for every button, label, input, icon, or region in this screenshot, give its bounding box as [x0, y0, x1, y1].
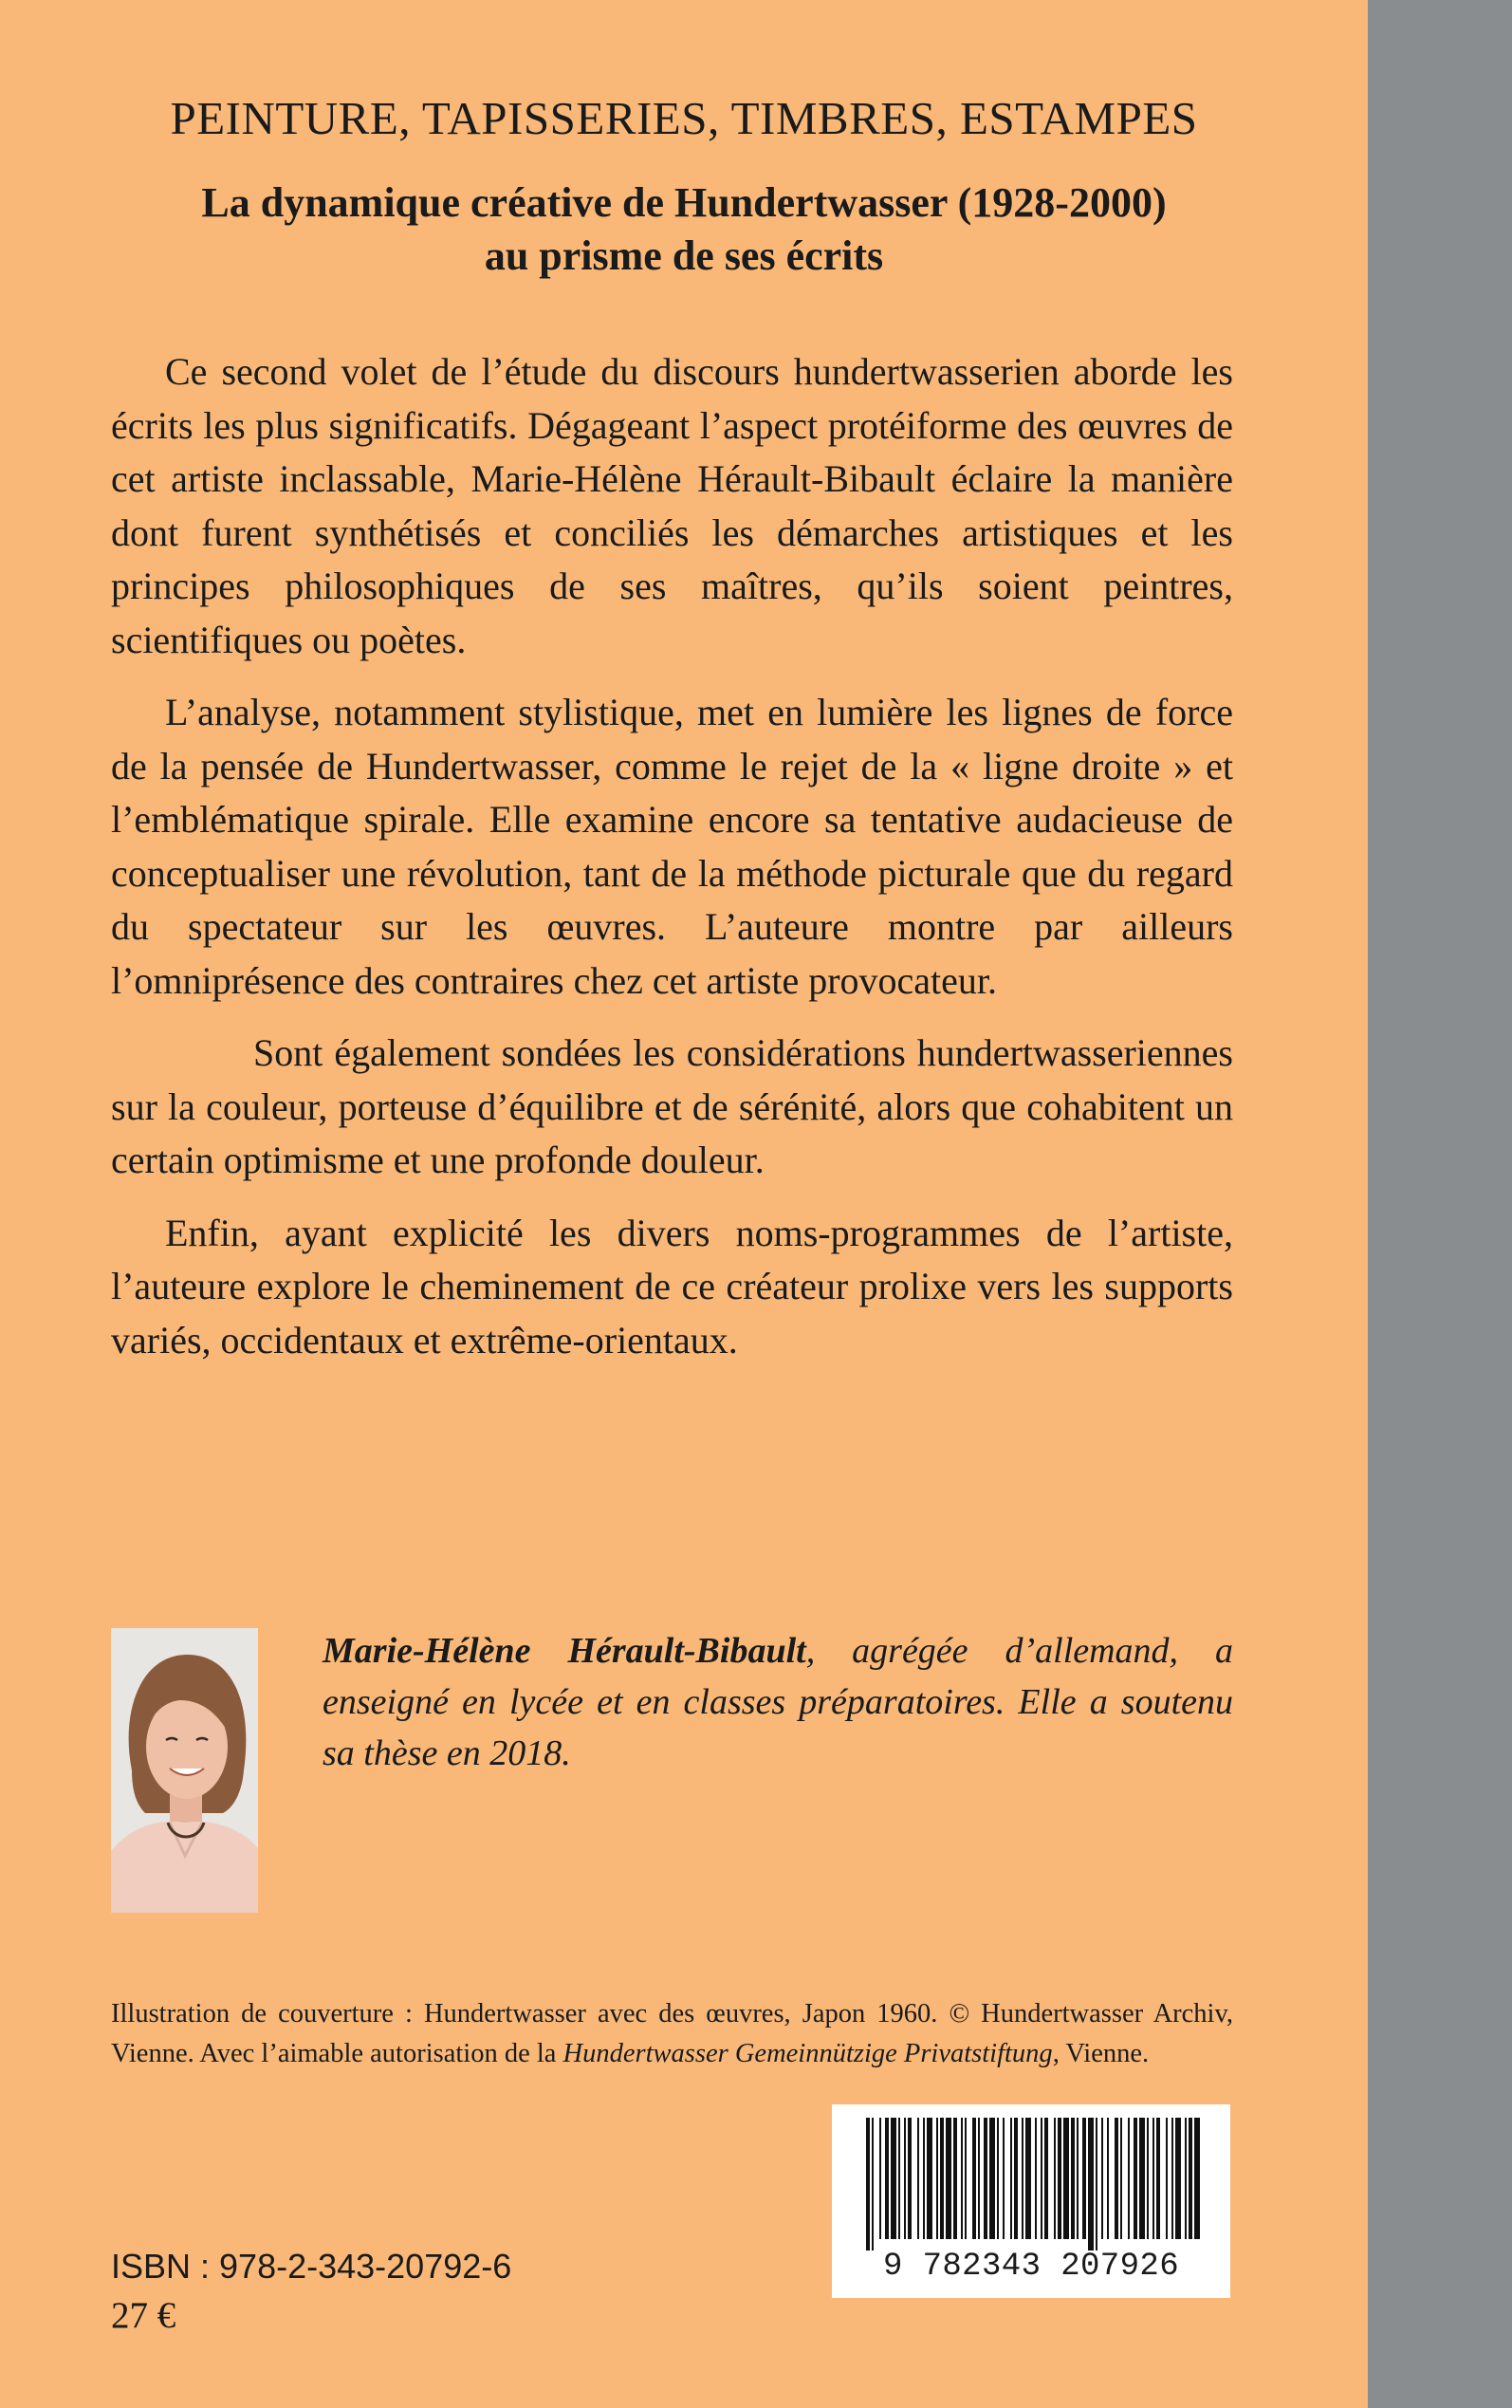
barcode-bar — [946, 2118, 951, 2239]
barcode-bar — [927, 2118, 932, 2239]
book-title: PEINTURE, TAPISSERIES, TIMBRES, ESTAMPES — [170, 92, 1198, 144]
author-name: Marie-Hélène Hérault-Bibault — [323, 1631, 806, 1671]
barcode-bar — [972, 2118, 976, 2239]
barcode-bar — [1044, 2118, 1048, 2239]
book-spine — [1368, 0, 1512, 2408]
barcode-bar — [1194, 2118, 1200, 2239]
barcode — [832, 2104, 1230, 2298]
credit-foundation: Hundertwasser Gemeinnützige Privatstiftung — [562, 2039, 1053, 2068]
subtitle-line-1: La dynamique créative de Hundertwasser (1928-2000) — [201, 179, 1167, 226]
barcode-bar — [1171, 2118, 1173, 2239]
author-bio — [323, 1625, 1233, 1779]
barcode-bar — [1077, 2118, 1079, 2239]
barcode-bar — [1101, 2118, 1103, 2239]
barcode-bar — [879, 2118, 881, 2239]
barcode-bar — [1147, 2118, 1149, 2239]
barcode-bar — [1035, 2118, 1037, 2239]
barcode-bar — [1041, 2118, 1042, 2239]
book-subtitle — [0, 176, 1368, 283]
barcode-digits: 9 782343 207926 — [882, 2249, 1180, 2285]
barcode-bar — [1022, 2118, 1023, 2239]
blurb-paragraph-3: Sont également sondées les considérations hundertwasseriennes sur la couleur, porteuse d’équilibre et de sérénité, alors que cohabitent un certain optimisme et une profonde douleur. — [111, 1031, 1233, 1181]
barcode-bar — [872, 2118, 874, 2251]
barcode-bar — [904, 2118, 906, 2239]
barcode-bar — [908, 2118, 912, 2239]
barcode-bar — [997, 2118, 999, 2239]
barcode-bar — [891, 2118, 896, 2239]
barcode-bar — [1175, 2118, 1181, 2239]
barcode-bar — [1128, 2118, 1130, 2239]
blurb — [111, 345, 1233, 1386]
barcode-bar — [965, 2118, 967, 2239]
subtitle-line-2: au prisme de ses écrits — [484, 232, 884, 279]
barcode-bar — [1010, 2118, 1012, 2239]
blurb-paragraph-4: Enfin, ayant explicité les divers noms-programmes de l’artiste, l’auteure explore le cheminement de ce créateur prolixe vers les supports variés, occidentaux et extrême-orientaux. — [111, 1211, 1233, 1361]
barcode-bar — [989, 2118, 995, 2239]
barcode-bar — [898, 2118, 900, 2239]
barcode-bar — [1152, 2118, 1154, 2239]
barcode-bar — [936, 2118, 938, 2239]
barcode-bar — [984, 2118, 987, 2239]
barcode-bar — [923, 2118, 925, 2239]
barcode-bar — [1058, 2118, 1061, 2239]
barcode-bar — [961, 2118, 963, 2239]
author-photo — [111, 1628, 258, 1913]
credit-text: Illustration de couverture : Hundertwasser avec des œuvres, Japon 1960. © Hundertwasser Archiv, Vienne. Avec l’aimable autorisation de la — [111, 1999, 1233, 2068]
barcode-bar — [1120, 2118, 1122, 2239]
barcode-bars — [832, 2104, 1230, 2256]
barcode-bar — [1025, 2118, 1031, 2239]
barcode-bar — [1003, 2118, 1005, 2239]
barcode-bar — [917, 2118, 919, 2239]
barcode-bar — [1014, 2118, 1018, 2239]
barcode-bar — [1156, 2118, 1160, 2239]
barcode-bar — [978, 2118, 980, 2239]
blurb-paragraph-1: Ce second volet de l’étude du discours hundertwasserien aborde les écrits les plus significatifs. Dégageant l’aspect protéiforme des œuvres de cet artiste inclassable, Marie-Hélène Hérault-Bibault éclaire la manière dont furent synthétisés et conciliés les démarches artistiques et les principes philosophiques de ses maîtres, qu’ils soient peintres, scientifiques ou poètes. — [111, 350, 1233, 661]
barcode-bar — [1082, 2118, 1086, 2239]
barcode-bar — [1166, 2118, 1168, 2239]
barcode-bar — [1139, 2118, 1145, 2239]
blurb-paragraph-2: L’analyse, notamment stylistique, met en lumière les lignes de force de la pensée de Hundertwasser, comme le rejet de la « ligne droite » et l’emblématique spirale. Elle examine encore sa tentative audacieuse de conceptualiser une révolution, tant de la méthode picturale que du regard du spectateur sur les œuvres. L’auteure montre par ailleurs l’omniprésence des contraires chez cet artiste provocateur. — [111, 691, 1233, 1002]
barcode-bar — [885, 2118, 889, 2239]
barcode-bar — [1071, 2118, 1075, 2239]
isbn: ISBN : 978-2-343-20792-6 — [111, 2247, 512, 2286]
barcode-bar — [1096, 2118, 1097, 2251]
barcode-bar — [1185, 2118, 1187, 2239]
barcode-bar — [940, 2118, 944, 2239]
barcode-bar — [1134, 2118, 1137, 2239]
credit-city: , Vienne. — [1052, 2039, 1150, 2068]
barcode-bar — [866, 2118, 870, 2251]
author-description: , agrégée d’allemand, a enseigné en lycée et en classes préparatoires. Elle a soutenu sa thèse en 2018. — [323, 1631, 1233, 1773]
barcode-bar — [1189, 2118, 1192, 2239]
barcode-bar — [1107, 2118, 1109, 2239]
barcode-bar — [1088, 2118, 1094, 2251]
price: 27 € — [111, 2295, 176, 2336]
barcode-bar — [1115, 2118, 1118, 2239]
barcode-bar — [1063, 2118, 1069, 2239]
cover-credit — [111, 1994, 1233, 2074]
barcode-bar — [1054, 2118, 1056, 2239]
barcode-bar — [953, 2118, 957, 2239]
